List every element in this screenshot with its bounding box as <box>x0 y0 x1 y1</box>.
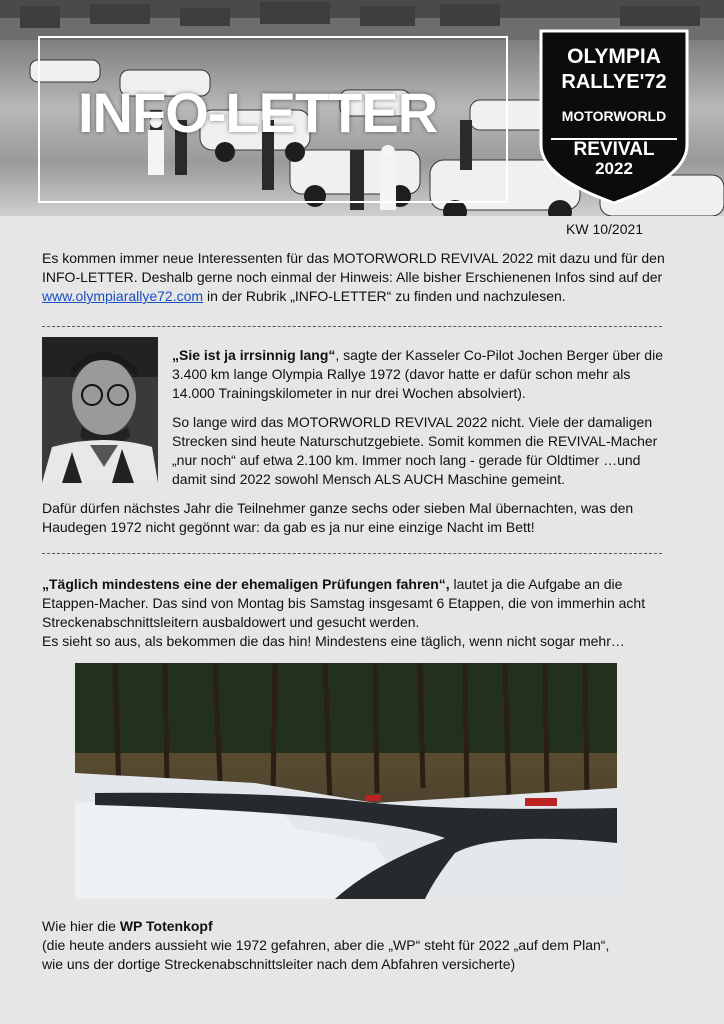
caption-prefix: Wie hier die <box>42 918 120 934</box>
caption-line-3: wie uns der dortige Streckenabschnittsleiter nach dem Abfahren versicherte) <box>42 956 516 972</box>
logo-line-4: REVIVAL <box>573 139 655 160</box>
page-title: INFO-LETTER <box>78 81 438 144</box>
section1-paragraph-1 <box>172 346 672 403</box>
forest-road-photo <box>75 663 617 899</box>
logo-line-2: RALLYE'72 <box>561 71 667 93</box>
caption-line-1 <box>42 917 682 936</box>
issue-number: KW 10/2021 <box>566 221 644 237</box>
logo-line-3: MOTORWORLD <box>561 108 667 124</box>
logo-line-1: OLYMPIA <box>567 45 661 68</box>
event-logo <box>535 27 693 207</box>
portrait-photo <box>42 337 158 483</box>
section1-quote: „Sie ist ja irrsinnig lang“ <box>172 347 336 363</box>
intro-paragraph <box>42 249 682 306</box>
section1-paragraph-2: So lange wird das MOTORWORLD REVIVAL 2022 nicht. Viele der damaligen Strecken sind heute Naturschutzgebiete. Somit kommen die REVIVAL-Macher „nur noch“ auf etwa 2.100 km. Immer noch lang - gerade für Oldtimer …und damit sind 2022 sowohl Mensch ALS AUCH Maschine gemeint. <box>172 414 658 487</box>
divider-1 <box>42 326 662 328</box>
section1-paragraph-3: Dafür dürfen nächstes Jahr die Teilnehmer ganze sechs oder sieben Mal übernachten, was den Haudegen 1972 nicht gegönnt war: da gab es ja nur eine einzige Nacht im Bett! <box>42 500 634 535</box>
section2-paragraph-2: Es sieht so aus, als bekommen die das hin! Mindestens eine täglich, wenn nicht sogar mehr… <box>42 633 625 649</box>
section2-p1-rest: lautet ja die Aufgabe an die Etappen-Macher. Das sind von Montag bis Samstag insgesamt 6 Etappen, die von immerhin acht Streckenabschnittsleitern ausbaldowert und gesucht werden. <box>42 576 646 630</box>
logo-line-5: 2022 <box>595 159 633 178</box>
header-banner <box>0 0 724 216</box>
section2-paragraph-1 <box>42 575 682 632</box>
section2-quote: „Täglich mindestens eine der ehemaligen Prüfungen fahren“, <box>42 576 450 592</box>
intro-text-1: Es kommen immer neue Interessenten für das MOTORWORLD REVIVAL 2022 mit dazu und für den INFO-LETTER. Deshalb gerne noch einmal der Hinweis: Alle bisher Erschienenen Infos sind auf der <box>42 250 665 285</box>
divider-2 <box>42 553 662 555</box>
caption-bold: WP Totenkopf <box>119 918 213 934</box>
section1-p1-rest: , sagte der Kasseler Co-Pilot Jochen Berger über die 3.400 km lange Olympia Rallye 1972 (davor hatte er dafür schon mehr als 14.000 Trainingskilometer in nur drei Wochen absolviert). <box>172 347 663 401</box>
website-link[interactable]: www.olympiarallye72.com <box>42 288 204 304</box>
caption-line-2: (die heute anders aussieht wie 1972 gefahren, aber die „WP“ steht für 2022 „auf dem Plan“, <box>42 937 610 953</box>
intro-text-2: in der Rubrik „INFO-LETTER“ zu finden und nachzulesen. <box>203 288 566 304</box>
